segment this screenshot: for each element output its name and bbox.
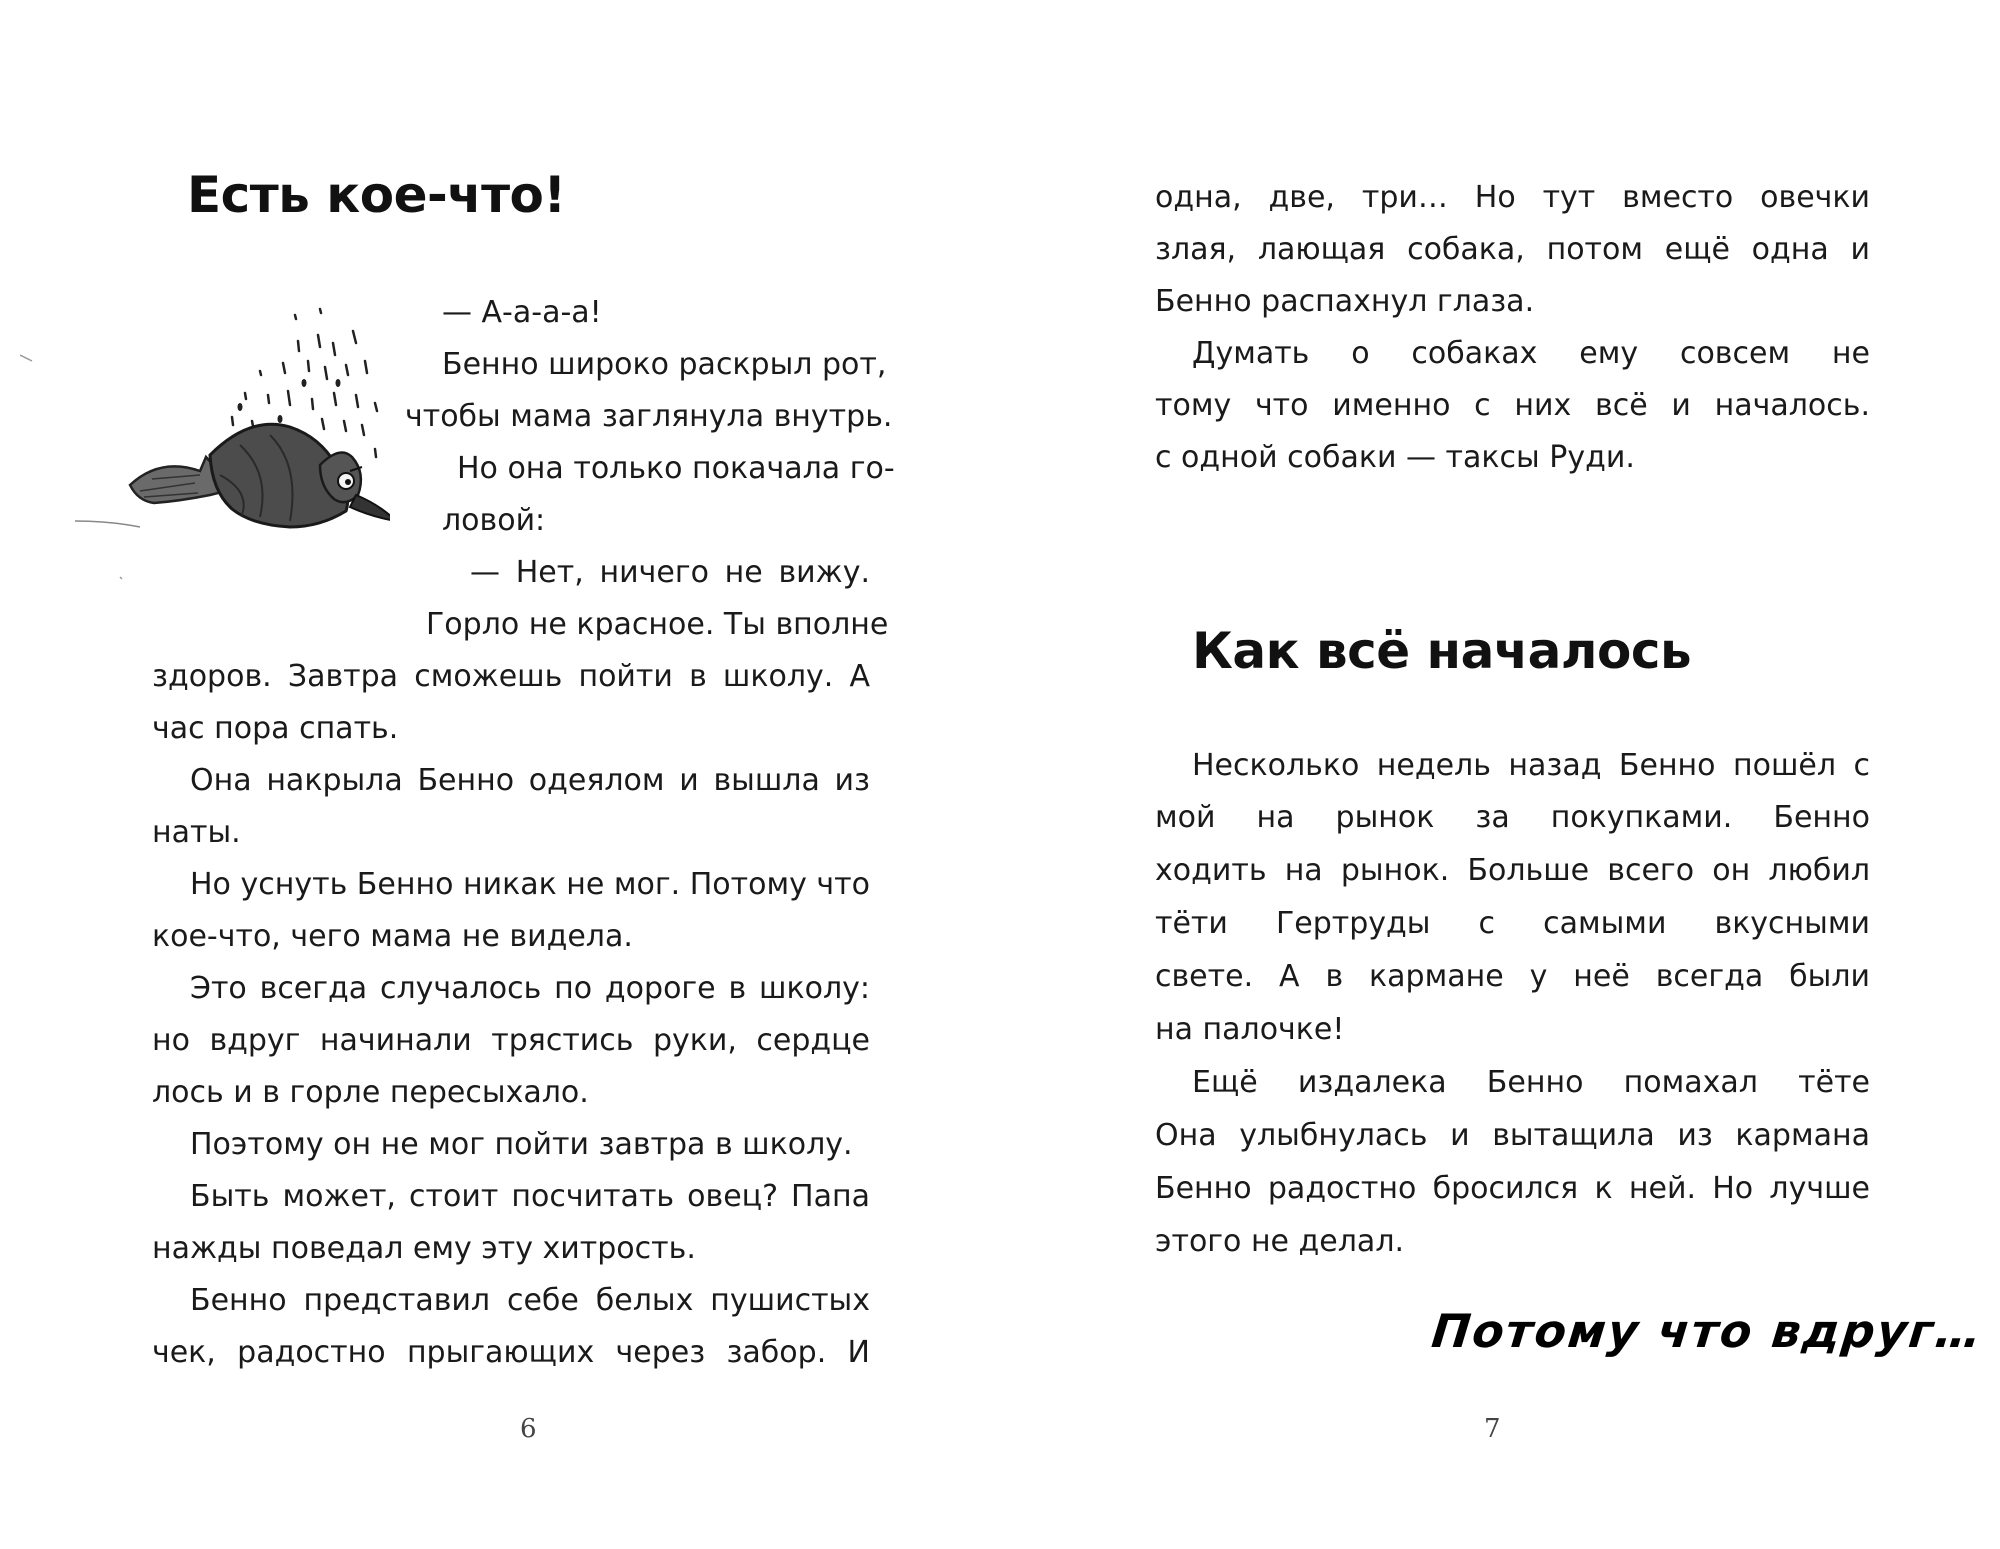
text-line: ходить на рынок. Больше всего он любил bbox=[1155, 853, 1870, 888]
text-line: — А-а-а-а! bbox=[442, 295, 602, 330]
text-line: — Нет, ничего не вижу. bbox=[470, 555, 870, 590]
page-number: 7 bbox=[1484, 1414, 1501, 1444]
text-line: Она накрыла Бенно одеялом и вышла из bbox=[190, 763, 870, 798]
text-line: с одной собаки — таксы Руди. bbox=[1155, 440, 1635, 475]
text-line: чтобы мама заглянула внутрь. bbox=[405, 399, 893, 434]
text-line: Думать о собаках ему совсем не bbox=[1192, 336, 1870, 371]
text-line: злая, лающая собака, потом ещё одна и bbox=[1155, 232, 1870, 267]
text-line: Несколько недель назад Бенно пошёл с bbox=[1192, 748, 1870, 783]
text-line: Горло не красное. Ты вполне bbox=[426, 607, 889, 642]
text-line: Но она только покачала го- bbox=[457, 451, 895, 486]
text-line: тёти Гертруды с самыми вкусными bbox=[1155, 906, 1870, 941]
text-line: Это всегда случалось по дороге в школу: bbox=[190, 971, 870, 1006]
right-page bbox=[1000, 0, 2000, 1549]
crow-in-rain-icon bbox=[20, 295, 390, 585]
text-line: но вдруг начинали трястись руки, сердце bbox=[152, 1023, 870, 1058]
page-number: 6 bbox=[520, 1414, 537, 1444]
text-line: мой на рынок за покупками. Бенно bbox=[1155, 800, 1870, 835]
text-line: нажды поведал ему эту хитрость. bbox=[152, 1231, 696, 1266]
text-line: ловой: bbox=[442, 503, 546, 538]
text-line: одна, две, три… Но тут вместо овечки bbox=[1155, 180, 1870, 215]
text-line: Бенно представил себе белых пушистых bbox=[190, 1283, 870, 1318]
handwritten-caption: Потому что вдруг… bbox=[1429, 1304, 1986, 1358]
text-line: Ещё издалека Бенно помахал тёте bbox=[1192, 1065, 1870, 1100]
text-line: час пора спать. bbox=[152, 711, 399, 746]
text-line: чек, радостно прыгающих через забор. И bbox=[152, 1335, 870, 1370]
text-line: Бенно распахнул глаза. bbox=[1155, 284, 1535, 319]
chapter-title: Как всё началось bbox=[1192, 622, 1692, 680]
text-line: свете. А в кармане у неё всегда были bbox=[1155, 959, 1870, 994]
text-line: лось и в горле пересыхало. bbox=[152, 1075, 589, 1110]
text-line: этого не делал. bbox=[1155, 1224, 1405, 1259]
text-line: на палочке! bbox=[1155, 1012, 1345, 1047]
text-line: Быть может, стоит посчитать овец? Папа bbox=[190, 1179, 870, 1214]
text-line: Бенно широко раскрыл рот, bbox=[442, 347, 887, 382]
text-line: здоров. Завтра сможешь пойти в школу. А bbox=[152, 659, 870, 694]
text-line: Она улыбнулась и вытащила из кармана bbox=[1155, 1118, 1870, 1153]
text-line: Бенно радостно бросился к ней. Но лучше bbox=[1155, 1171, 1870, 1206]
text-line: Поэтому он не мог пойти завтра в школу. bbox=[190, 1127, 853, 1162]
text-line: наты. bbox=[152, 815, 241, 850]
text-line: тому что именно с них всё и началось. bbox=[1155, 388, 1870, 423]
chapter-title: Есть кое-что! bbox=[187, 166, 566, 224]
text-line: Но уснуть Бенно никак не мог. Потому что bbox=[190, 867, 870, 902]
text-line: кое-что, чего мама не видела. bbox=[152, 919, 633, 954]
